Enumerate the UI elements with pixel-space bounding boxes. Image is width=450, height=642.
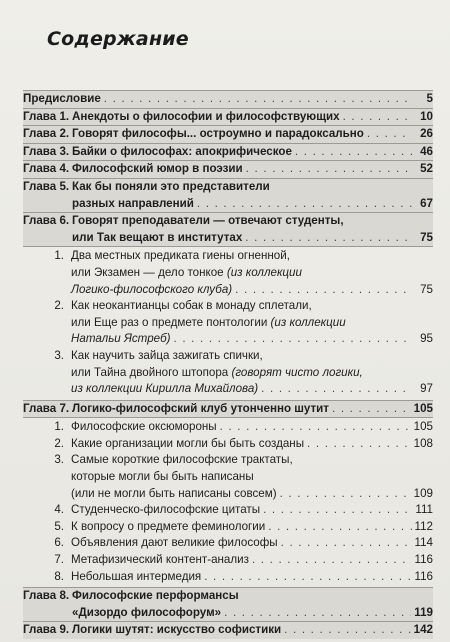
title-segment: или Экзамен — дело тонкое	[71, 265, 227, 279]
subitem-title: (или не могли быть написаны совсем)	[71, 486, 277, 500]
subitem-line	[23, 315, 433, 332]
chapter-title: Логико-философский клуб утонченно шутит	[72, 401, 329, 415]
chapter-title: «Дизордо философорум»	[72, 605, 222, 619]
page-number: 111	[415, 503, 433, 517]
leader-dots	[104, 91, 412, 108]
chapter-line	[23, 401, 433, 418]
subitem-title: Студенческо-философские цитаты	[71, 503, 261, 517]
subitem-line	[23, 486, 433, 503]
item-number: 6.	[54, 536, 64, 550]
subitem-line	[23, 298, 433, 315]
subitem-title	[71, 298, 312, 315]
chapter-title: Анекдоты о философии и философствующих	[72, 109, 340, 123]
toc-chapter-1[interactable]	[23, 109, 433, 126]
item-number: 3.	[54, 453, 64, 467]
page-number: 75	[420, 230, 433, 244]
toc-chapter-2[interactable]	[23, 126, 433, 143]
chapter-title: разных направлений	[72, 196, 194, 210]
toc-chapter-5[interactable]	[23, 179, 433, 212]
page-number: 52	[420, 162, 433, 176]
page-number: 46	[420, 144, 433, 158]
chapter-label: Глава 8.	[23, 589, 70, 603]
chapter-title: Байки о философах: апокрифическое	[72, 144, 292, 158]
leader-dots	[245, 230, 412, 247]
title-segment: из коллекции Кирилла Михайлова)	[71, 382, 259, 396]
chapter-title: или Так вещают в институтах	[72, 230, 243, 244]
subitem-title	[71, 282, 232, 299]
title-segment: Два местных предиката гиены огненной,	[71, 249, 290, 263]
title-segment: (говорят чисто логики,	[231, 365, 363, 379]
subitem-title: которые могли бы быть написаны	[71, 470, 254, 484]
subitem-title	[71, 331, 170, 348]
leader-dots	[343, 109, 412, 126]
subitem-line	[23, 502, 433, 519]
chapter-line	[23, 588, 433, 605]
subitem-line	[23, 552, 433, 569]
toc-subitem[interactable]	[23, 519, 433, 536]
leader-dots	[284, 622, 411, 639]
toc-chapter-9[interactable]	[23, 622, 433, 639]
leader-dots	[280, 486, 411, 503]
toc-subitem[interactable]	[23, 419, 433, 436]
title-segment: или Еще раз о предмете понтологии	[71, 315, 271, 329]
toc-subitem[interactable]	[23, 436, 433, 453]
chapter-title: Говорят философы... остроумно и парадоксально	[72, 127, 364, 141]
toc-subitem[interactable]	[23, 552, 433, 569]
title-segment: Натальи Ястреб)	[71, 332, 171, 346]
chapter-title: Говорят преподаватели — отвечают студенты,	[72, 214, 344, 228]
item-number: 1.	[54, 420, 64, 434]
subitem-line	[23, 519, 433, 536]
toc-chapter-8[interactable]	[23, 588, 433, 621]
chapter-line	[23, 213, 433, 230]
toc-chapter-3[interactable]	[23, 144, 433, 161]
item-number: 5.	[54, 519, 64, 533]
chapter-line	[23, 230, 433, 247]
leader-dots	[252, 552, 412, 569]
page-number: 142	[413, 623, 433, 637]
leader-dots	[197, 196, 412, 213]
chapter-line	[23, 126, 433, 143]
page-number: 26	[420, 127, 433, 141]
leader-dots	[307, 436, 411, 453]
leader-dots	[281, 535, 412, 552]
subitem-title: Метафизический контент-анализ	[71, 553, 249, 567]
leader-dots	[367, 126, 412, 143]
toc-chapter-7[interactable]	[23, 401, 433, 418]
chapter-title: Как бы поняли это представители	[72, 179, 270, 193]
toc-subitem[interactable]	[23, 502, 433, 519]
subitem-line	[23, 436, 433, 453]
chapter-line	[23, 144, 433, 161]
chapter-title: Философский юмор в поэзии	[72, 162, 243, 176]
chapter-label: Глава 9.	[23, 623, 70, 637]
subitem-line	[23, 569, 433, 586]
title-segment: Логико-философского клуба)	[71, 282, 233, 296]
leader-dots	[204, 569, 411, 586]
toc-subitem[interactable]	[23, 535, 433, 552]
title-segment: (из коллекции	[270, 315, 346, 329]
title-segment: Как неокантианцы собак в монаду сплетали,	[71, 299, 312, 313]
chapter-label: Глава 7.	[23, 401, 70, 415]
chapter-line	[23, 196, 433, 213]
chapter-line	[23, 161, 433, 178]
page-number: 116	[414, 569, 433, 583]
subitem-title	[71, 381, 258, 398]
toc-subitem[interactable]	[23, 248, 433, 298]
preface-title: Предисловие	[23, 92, 101, 105]
page-number: 97	[420, 382, 433, 396]
subitem-line	[23, 452, 433, 469]
toc-subitem[interactable]	[23, 569, 433, 586]
page-number: 105	[413, 420, 433, 434]
subitem-title	[71, 365, 363, 382]
chapter-label: Глава 2.	[23, 127, 70, 141]
subitem-line	[23, 535, 433, 552]
subitem-title	[71, 265, 302, 282]
leader-dots	[261, 381, 412, 398]
leader-dots	[235, 282, 412, 299]
subitem-line	[23, 265, 433, 282]
leader-dots	[263, 502, 412, 519]
chapter-label: Глава 6.	[23, 214, 70, 228]
leader-dots	[224, 605, 411, 622]
title-segment: или Тайна двойного штопора	[71, 365, 232, 379]
leader-dots	[332, 401, 411, 418]
subitem-title: Какие организации могли бы быть созданы	[71, 436, 305, 450]
chapter-label: Глава 4.	[23, 162, 70, 176]
chapter-line	[23, 179, 433, 196]
title-segment: Как научить зайца зажигать спички,	[71, 348, 263, 362]
subitem-title: Небольшая интермедия	[71, 569, 202, 583]
page-number: 114	[414, 536, 433, 550]
subitem-title: К вопросу о предмете феминологии	[71, 519, 266, 533]
subsection-list	[23, 247, 433, 399]
chapter-line	[23, 622, 433, 639]
leader-dots	[220, 419, 411, 436]
toc-subitem[interactable]	[23, 348, 433, 398]
item-number: 2.	[54, 299, 64, 313]
item-number: 1.	[54, 249, 64, 263]
table-of-contents	[23, 90, 433, 639]
page-title: Содержание	[47, 28, 189, 50]
page-number: 109	[413, 486, 433, 500]
page-number: 67	[420, 196, 433, 210]
chapter-label: Глава 3.	[23, 144, 70, 158]
subitem-line	[23, 282, 433, 299]
chapter-line	[23, 109, 433, 126]
chapter-title: Философские перформансы	[72, 589, 239, 603]
item-number: 4.	[54, 503, 64, 517]
page-number: 112	[414, 519, 433, 533]
subitem-line	[23, 348, 433, 365]
title-segment: (из коллекции	[226, 265, 302, 279]
page-number: 5	[426, 92, 433, 105]
page-number: 95	[420, 332, 433, 346]
leader-dots	[268, 519, 411, 536]
item-number: 2.	[54, 436, 64, 450]
page-number: 108	[413, 436, 433, 450]
page-number: 75	[420, 282, 433, 296]
toc-chapter-4[interactable]	[23, 161, 433, 178]
page-number: 10	[420, 109, 433, 123]
chapter-title: Логики шутят: искусство софистики	[72, 623, 282, 637]
leader-dots	[246, 161, 412, 178]
page-number: 105	[413, 401, 433, 415]
subsection-list	[23, 418, 433, 587]
subitem-title: Объявления дают великие философы	[71, 536, 278, 550]
toc-subitem[interactable]	[23, 452, 433, 502]
item-number: 8.	[54, 569, 64, 583]
subitem-title	[71, 348, 263, 365]
subitem-line	[23, 331, 433, 348]
item-number: 3.	[54, 348, 64, 362]
chapter-label: Глава 5.	[23, 179, 70, 193]
page-number: 116	[414, 553, 433, 567]
subitem-line	[23, 381, 433, 398]
subitem-line	[23, 469, 433, 486]
subitem-line	[23, 248, 433, 265]
subitem-title: Философские оксюмороны	[71, 420, 217, 434]
subitem-line	[23, 419, 433, 436]
toc-chapter-6[interactable]	[23, 213, 433, 246]
leader-dots	[295, 144, 412, 161]
subitem-line	[23, 365, 433, 382]
page-number: 119	[414, 605, 433, 619]
item-number: 7.	[54, 553, 64, 567]
chapter-label: Глава 1.	[23, 109, 70, 123]
toc-subitem[interactable]	[23, 298, 433, 348]
subitem-title: Самые короткие философские трактаты,	[71, 453, 293, 467]
subitem-title	[71, 248, 290, 265]
chapter-line	[23, 605, 433, 622]
leader-dots	[173, 331, 412, 348]
toc-preface[interactable]	[23, 91, 433, 108]
subitem-title	[71, 315, 346, 332]
